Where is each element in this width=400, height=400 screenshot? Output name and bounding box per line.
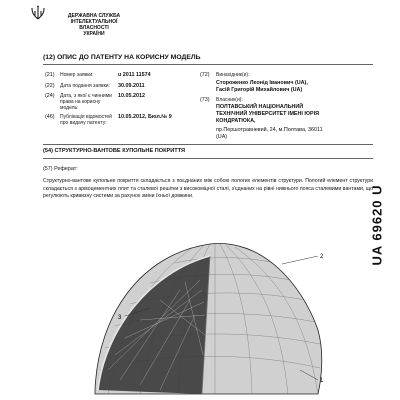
field-code: (72) [200,72,210,78]
document-title: (12) ОПИС ДО ПАТЕНТУ НА КОРИСНУ МОДЕЛЬ [43,54,201,61]
field-code: (22) [45,83,55,89]
abstract-text: Структурно-вантове купольне покриття складається з поєднаних між собою пологих елементів структури. Пологий елемент структури складається з армоцементних плит та сталевої решітки з високоміцної сталі, з'єднаних на рівні нижнього пояса сталевими вантами, що регулюють кривизну системи за рахунок зміни їхньої довжини. [43,178,373,200]
inventors-label: Винахідник(и): [216,72,250,78]
owner-name: ПОЛТАВСЬКИЙ НАЦІОНАЛЬНИЙ [216,104,304,110]
field-code: (73) [200,97,210,103]
inventor-name: Стороженко Леонід Іванович (UA), [216,80,308,86]
field-code: (21) [45,72,55,78]
filing-date: 30.09.2011 [118,83,145,89]
callout-label: 1 [320,378,324,384]
inventor-name: Гасій Григорій Михайлович (UA) [216,87,303,93]
patent-number: UA 69620 U [369,184,385,266]
owner-label: Власник(и): [216,97,243,103]
owner-name: ТЕХНІЧНИЙ УНІВЕРСИТЕТ ІМЕНІ ЮРІЯ [216,111,319,117]
owner-address: пр.Першотравневий, 24, м.Полтава, 36011 [216,127,323,133]
header-divider [43,64,373,65]
invention-title: (54) СТРУКТУРНО-ВАНТОВЕ КУПОЛЬНЕ ПОКРИТТЯ [43,148,186,154]
abstract-heading: (57) Реферат: [43,166,78,172]
owner-name: КОНДРАТЮКА, [216,118,256,124]
publication-date: 10.05.2012, Бюл.№ 9 [118,114,172,120]
callout-label: 2 [320,254,324,260]
effective-date-label: Дата, з якої є чинними права на корисну модель: [60,93,112,111]
callout-leader [282,256,318,264]
publication-label: Публікація відомостей про видачу патенту: [60,114,112,126]
owner-address: (UA) [216,134,228,140]
section-divider [43,144,373,145]
dome-drawing [0,220,400,400]
callout-label: 3 [118,315,122,321]
application-number: u 2011 11574 [118,72,151,78]
application-number-label: Номер заявки: [60,72,94,78]
patent-office-name: ДЕРЖАВНА СЛУЖБА ІНТЕЛЕКТУАЛЬНОЇ ВЛАСНОСТІ УКРАЇНИ [67,13,121,37]
filing-date-label: Дата подання заявки: [60,83,110,89]
section-divider [43,158,373,159]
field-code: (24) [45,93,55,99]
field-code: (46) [45,114,55,120]
effective-date: 10.05.2012 [118,93,145,99]
